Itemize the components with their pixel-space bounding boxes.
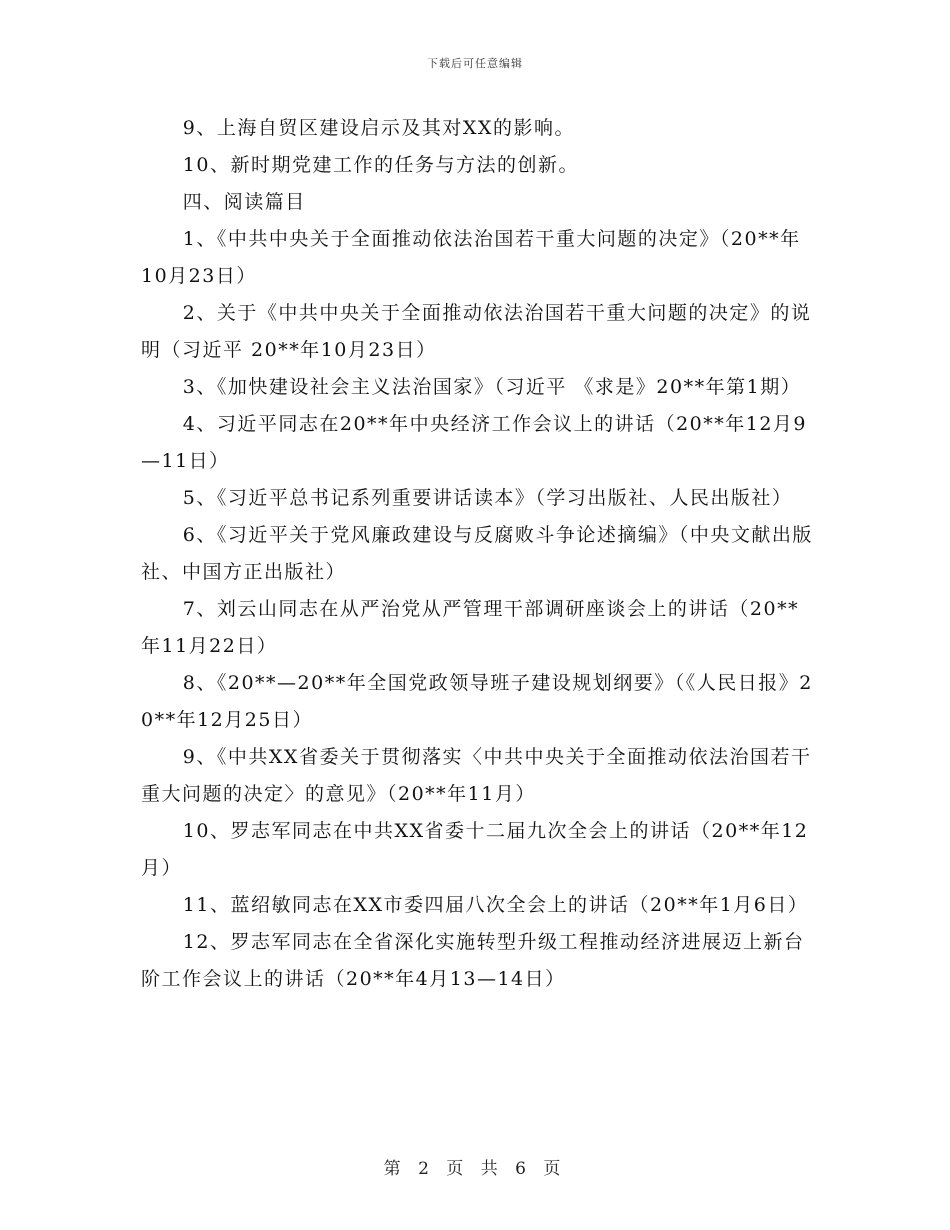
reading-item-8: 8、《20**—20**年全国党政领导班子建设规划纲要》（《人民日报》20**年12月25日）	[141, 672, 813, 731]
reading-item-5: 5、《习近平总书记系列重要讲话读本》（学习出版社、人民出版社）	[182, 487, 793, 509]
reading-item-10: 10、罗志军同志在中共XX省委十二届九次全会上的讲话（20**年12月）	[141, 820, 809, 879]
reading-item-1: 1、《中共中央关于全面推动依法治国若干重大问题的决定》（20**年10月23日）	[141, 228, 801, 287]
reading-item-3: 3、《加快建设社会主义法治国家》（习近平 《求是》20**年第1期）	[182, 376, 802, 398]
reading-item-11: 11、蓝绍敏同志在XX市委四届八次全会上的讲话（20**年1月6日）	[182, 894, 809, 916]
section-heading-reading-list: 四、阅读篇目	[182, 191, 306, 213]
reading-item-6: 6、《习近平关于党风廉政建设与反腐败斗争论述摘编》（中央文献出版社、中国方正出版社）	[141, 524, 813, 583]
document-body	[141, 110, 813, 998]
reading-item-4: 4、习近平同志在20**年中央经济工作会议上的讲话（20**年12月9—11日）	[141, 413, 808, 472]
page-number-footer: 第 2 页 共 6 页	[383, 1159, 567, 1179]
reading-item-7: 7、刘云山同志在从严治党从严管理干部调研座谈会上的讲话（20**年11月22日）	[141, 598, 800, 657]
paragraph-topic-9: 9、上海自贸区建设启示及其对XX的影响。	[182, 117, 575, 139]
page-header-note: 下载后可任意编辑	[427, 57, 523, 70]
reading-item-9: 9、《中共XX省委关于贯彻落实〈中共中央关于全面推动依法治国若干重大问题的决定〉的意见》（20**年11月）	[141, 746, 812, 805]
paragraph-topic-10: 10、新时期党建工作的任务与方法的创新。	[182, 154, 579, 176]
reading-item-12: 12、罗志军同志在全省深化实施转型升级工程推动经济进展迈上新台阶工作会议上的讲话（20**年4月13—14日）	[141, 931, 805, 990]
reading-item-2: 2、关于《中共中央关于全面推动依法治国若干重大问题的决定》的说明（习近平 20**年10月23日）	[141, 302, 812, 361]
